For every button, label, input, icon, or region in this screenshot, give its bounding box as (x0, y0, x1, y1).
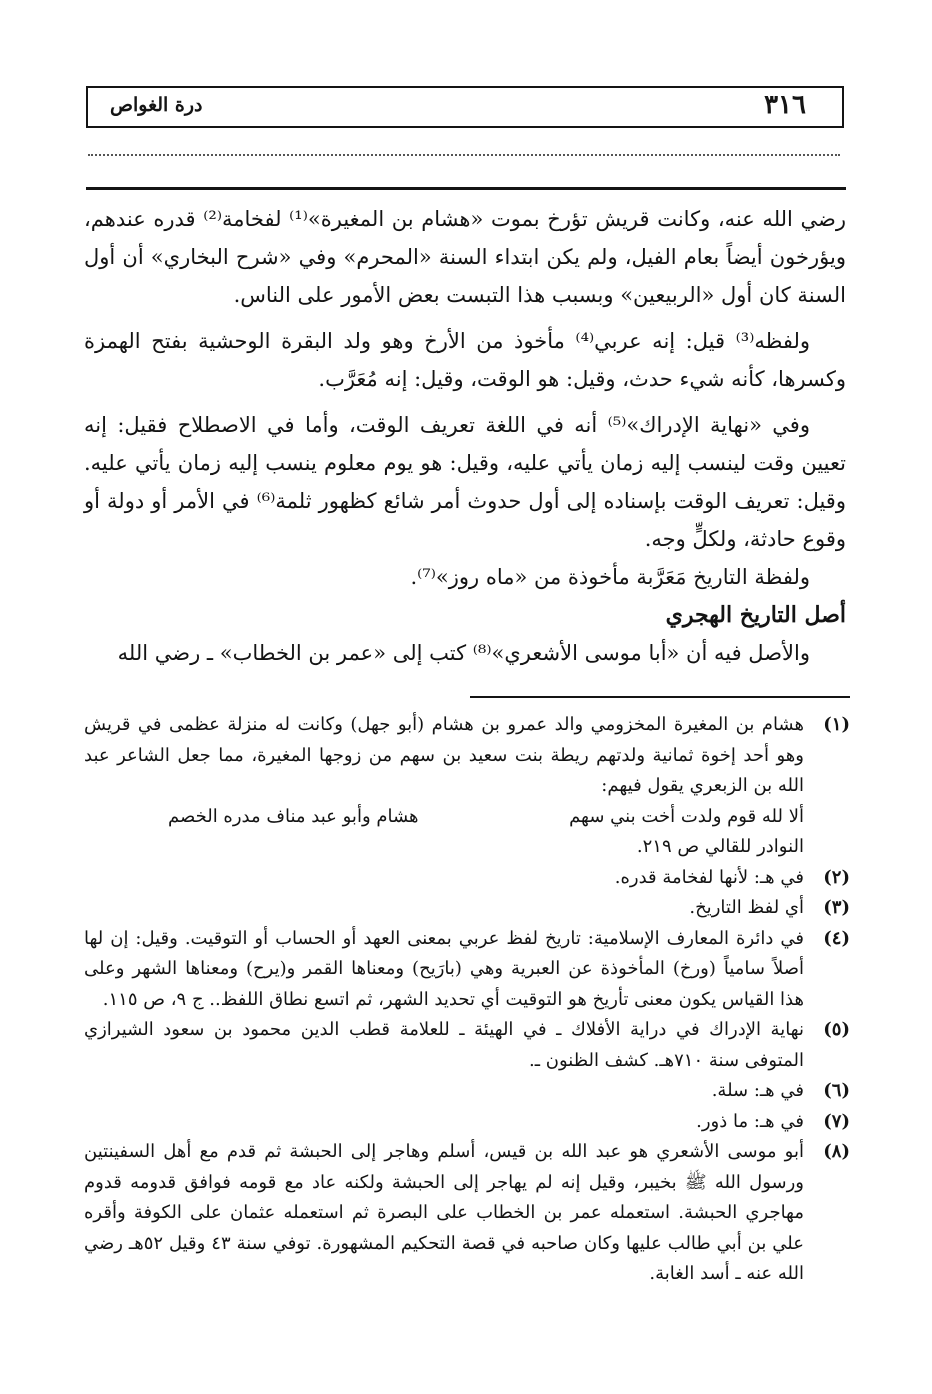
top-rule (86, 187, 846, 190)
section-heading: أصل التاريخ الهجري (665, 602, 846, 628)
footnote-text: نهاية الإدراك في دراية الأفلاك ـ في الهيئة ـ للعلامة قطب الدين محمود بن سعود الشيرازي المتوفى سنة ٧١٠هـ. كشف الظنون ـ. (84, 1019, 804, 1071)
footnote-source: النوادر للقالي ص ٢١٩. (636, 836, 804, 857)
paragraph-1: رضي الله عنه، وكانت قريش تؤرخ بموت «هشام بن المغيرة»⁽¹⁾ لفخامة⁽²⁾ قدره عندهم، ويؤرخون أيضاً بعام الفيل، ولم يكن ابتداء السنة «المحرم» وفي «شرح البخاري» أن أول السنة كان أول «الربيعين» وبسبب هذا التبست بعض الأمور على الناس. (84, 207, 847, 307)
running-title: درة الغواص (110, 94, 203, 116)
footnote-text: في هـ: سلة. (711, 1080, 804, 1101)
paragraph-3: وفي «نهاية الإدراك»⁽⁵⁾ أنه في اللغة تعريف الوقت، وأما في الاصطلاح فقيل: إنه تعيين وقت لينسب إليه زمان يأتي عليه، وقيل: هو يوم معلوم ينسب إليه زمان يأتي عليه. وقيل: تعريف الوقت بإسناده إلى أول حدوث أمر شائع كظهور ثلمة⁽⁶⁾ في الأمر أو دولة أو وقوع حادثة، ولكلٍّ وجه. (84, 413, 846, 551)
footnote-item (84, 1076, 850, 1107)
footnote-number: (١) (823, 714, 850, 735)
paragraph-5: والأصل فيه أن «أبا موسى الأشعري»⁽⁸⁾ كتب إلى «عمر بن الخطاب» ـ رضي الله (117, 641, 810, 665)
footnote-number: (٦) (823, 1080, 850, 1101)
footnote-item (84, 863, 850, 894)
footnote-separator (470, 696, 850, 698)
paragraph-2: ولفظه⁽³⁾ قيل: إنه عربي⁽⁴⁾ مأخوذ من الأرخ وهو ولد البقرة الوحشية بفتح الهمزة وكسرها، كأنه شيء حدث، وقيل: هو الوقت، وقيل: إنه مُعَرَّب. (84, 329, 846, 391)
footnote-text: في هـ: ما ذور. (696, 1110, 804, 1132)
footnote-text-block (84, 710, 804, 863)
footnote-number: (٨) (823, 1141, 850, 1162)
paragraph-4: ولفظة التاريخ مَعَرَّبة مأخوذة من «ماه روز»⁽⁷⁾. (410, 565, 810, 589)
footnote-text: أي لفظ التاريخ. (689, 897, 804, 918)
main-text (84, 200, 846, 672)
page-number: ٣١٦ (764, 90, 806, 120)
poem-verse (84, 802, 804, 833)
footnote-text: في هـ: لأنها لفخامة قدره. (614, 866, 804, 888)
footnote-item (84, 924, 850, 1016)
footnote-text: أبو موسى الأشعري هو عبد الله بن قيس، أسلم وهاجر إلى الحبشة ثم قدم مع أهل السفينتين ورسول الله ﷺ بخيبر، وقيل إنه لم يهاجر إلى الحبشة ولكنه عاد مع قومه فوافق قدومه قدوم مهاجري الحبشة. استعمله عمر بن الخطاب على البصرة ثم استعمله عثمان على الكوفة وأقره علي بن أبي طالب عليها وكان صاحبه في قصة التحكيم المشهورة. توفي سنة ٤٣ وقيل ٥٢هـ رضي الله عنه ـ أسد الغابة. (84, 1141, 804, 1284)
footnote-item (84, 710, 850, 863)
verse-second-half: هشام وأبو عبد مناف مدره الخصم (168, 805, 419, 827)
footnote-number: (٧) (823, 1110, 850, 1132)
footnote-number: (٥) (823, 1019, 850, 1040)
footnotes (84, 710, 850, 1290)
footnote-number: (٢) (823, 866, 850, 888)
footnote-text: في دائرة المعارف الإسلامية: تاريخ لفظ عربي بمعنى العهد أو الحساب أو التوقيت. وقيل: إن لها أصلاً سامياً (ورخ) المأخوذة عن العبرية وهي (بارَيح) ومعناها القمر و(يرح) ومعناها الشهر وعلى هذا القياس يكون معنى تأريخ هو التوقيت أي تحديد الشهر، ثم اتسع نطاق اللفظ.. ج ٩، ص ١١٥. (84, 927, 804, 1010)
verse-first-half: ألا لله قوم ولدت أخت بني سهم (569, 805, 804, 827)
footnote-item (84, 1015, 850, 1076)
page-header (86, 86, 844, 128)
footnote-item (84, 893, 850, 924)
footnote-number: (٣) (823, 897, 850, 918)
footnote-number: (٤) (823, 927, 850, 949)
footnote-item (84, 1137, 850, 1290)
dotted-divider (88, 154, 840, 156)
footnote-text: هشام بن المغيرة المخزومي والد عمرو بن هشام (أبو جهل) وكانت له منزلة عظمى في قريش وهو أحد إخوة ثمانية ولدتهم ريطة بنت سعيد بن سهم من زوجها المغيرة، مما جعل الشاعر عبد الله بن الزبعري يقول فيهم: (84, 714, 804, 796)
footnote-item (84, 1107, 850, 1138)
